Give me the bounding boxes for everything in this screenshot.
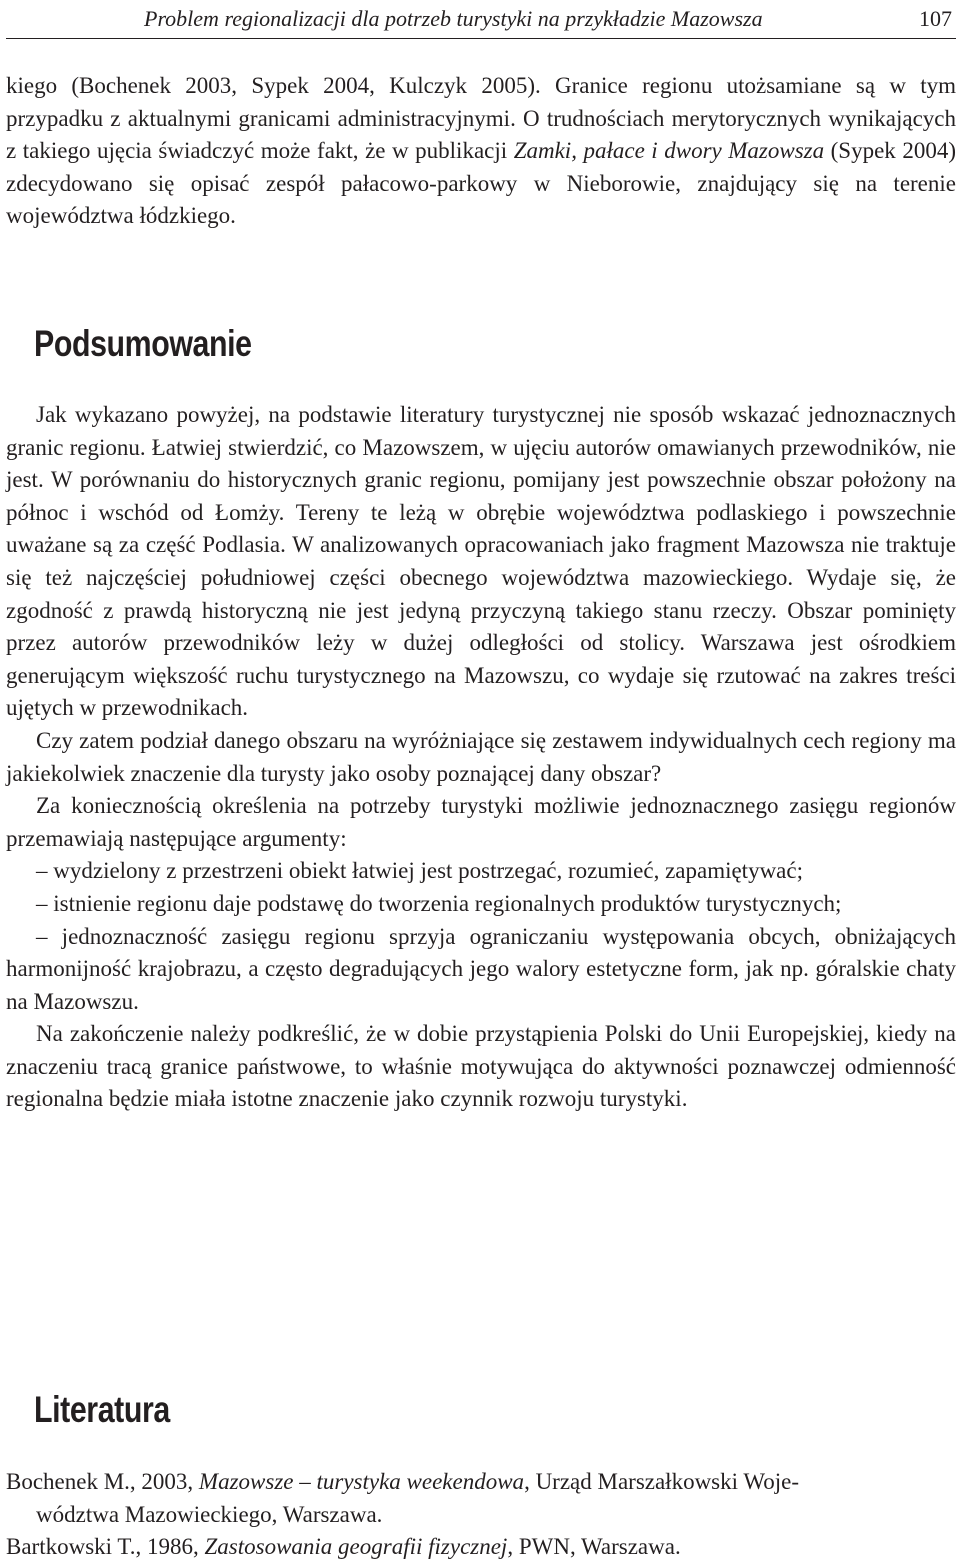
summary-paragraph-4: Na zakończenie należy podkreślić, że w dobie przystąpienia Polski do Unii Europejskiej, kiedy na znaczeniu tracą granice państwowe, to właśnie motywująca do aktywności poznawczej odmienność regionalna będzie miała istotne znaczenie jako czynnik rozwoju turystyki. (6, 1021, 956, 1112)
intro-text-a: kiego (Bochenek 2003, Sypek 2004, Kulczyk 2005). Granice regionu utożsamiane są w tym przypadku z aktualnymi granicami administracyjnymi. O trudnościach merytorycznych wynikających z takiego ujęcia świadczyć może fakt, że w publikacji (6, 73, 956, 164)
reference-author: Bochenek M., 2003, (6, 1469, 199, 1494)
page-number: 107 (919, 6, 952, 31)
running-header (6, 4, 956, 39)
reference-author: Bartkowski T., 1986, (6, 1534, 205, 1560)
reference-list (6, 1466, 956, 1564)
reference-item (6, 1531, 956, 1564)
summary-paragraph-3: Za koniecznością określenia na potrzeby turystyki możliwie jednoznacznego zasięgu regionów przemawiają następujące argumenty: (6, 793, 956, 851)
summary-paragraph-1: Jak wykazano powyżej, na podstawie literatury turystycznej nie sposób wskazać jednoznacznych granic regionu. Łatwiej stwierdzić, co Mazowszem, w ujęciu autorów omawianych przewodników, nie jest. W porównaniu do historycznych granic regionu, pomijany jest powszechnie obszar położony na północ i wschód od Łomży. Tereny te leżą w obrębie województwa podlaskiego i powszechnie uważane są za część Podlasia. W analizowanych opracowaniach jako fragment Mazowsza nie traktuje się też najczęściej południowej części obecnego województwa mazowieckiego. Wydaje się, że zgodność z prawdą historyczną nie jest jedyną przyczyną takiego stanu rzeczy. Obszar pominięty przez autorów przewodników leży w dużej odległości od stolicy. Warszawa jest ośrodkiem generującym większość ruchu turystycznego na Mazowszu, co wydaje się rzutować na zakres treści ujętych w przewodnikach. (6, 402, 956, 721)
list-item: – jednoznaczność zasięgu regionu sprzyja ograniczaniu występowania obcych, obniżających harmonijność krajobrazu, a często degradujących jego walory estetyczne form, jak np. góralskie chaty na Mazowszu. (6, 923, 956, 1014)
summary-paragraph-2: Czy zatem podział danego obszaru na wyróżniające się zestawem indywidualnych cech regiony ma jakiekolwiek znaczenie dla turysty jako osoby poznającej dany obszar? (6, 727, 956, 786)
reference-title: Mazowsze – turystyka weekendowa (198, 1469, 525, 1494)
intro-paragraph (6, 70, 956, 233)
intro-italic-title: Zamki, pałace i dwory Mazowsza (513, 138, 825, 164)
list-item: – istnienie regionu daje podstawę do tworzenia regionalnych produktów turystycznych; (36, 890, 842, 916)
reference-continuation: wództwa Mazowieckiego, Warszawa. (36, 1501, 383, 1527)
summary-section (6, 399, 956, 1116)
reference-publisher: , PWN, Warszawa. (507, 1534, 681, 1560)
reference-title: Zastosowania geografii fizycznej (204, 1534, 508, 1560)
list-item: – wydzielony z przestrzeni obiekt łatwiej jest postrzegać, rozumieć, zapamiętywać; (36, 858, 803, 884)
reference-publisher: , Urząd Marszałkowski Woje- (524, 1469, 799, 1494)
section-heading-literature: Literatura (34, 1389, 170, 1430)
reference-item (6, 1466, 956, 1499)
section-heading-summary: Podsumowanie (34, 323, 252, 364)
running-header-title: Problem regionalizacji dla potrzeb turystyki na przykładzie Mazowsza (144, 6, 763, 31)
intro-text-b: (Sypek 2004) zdecydowano się opisać zespół pałacowo-parkowy w Nieborowie, znajdujący się na terenie województwa łódzkiego. (6, 138, 956, 229)
